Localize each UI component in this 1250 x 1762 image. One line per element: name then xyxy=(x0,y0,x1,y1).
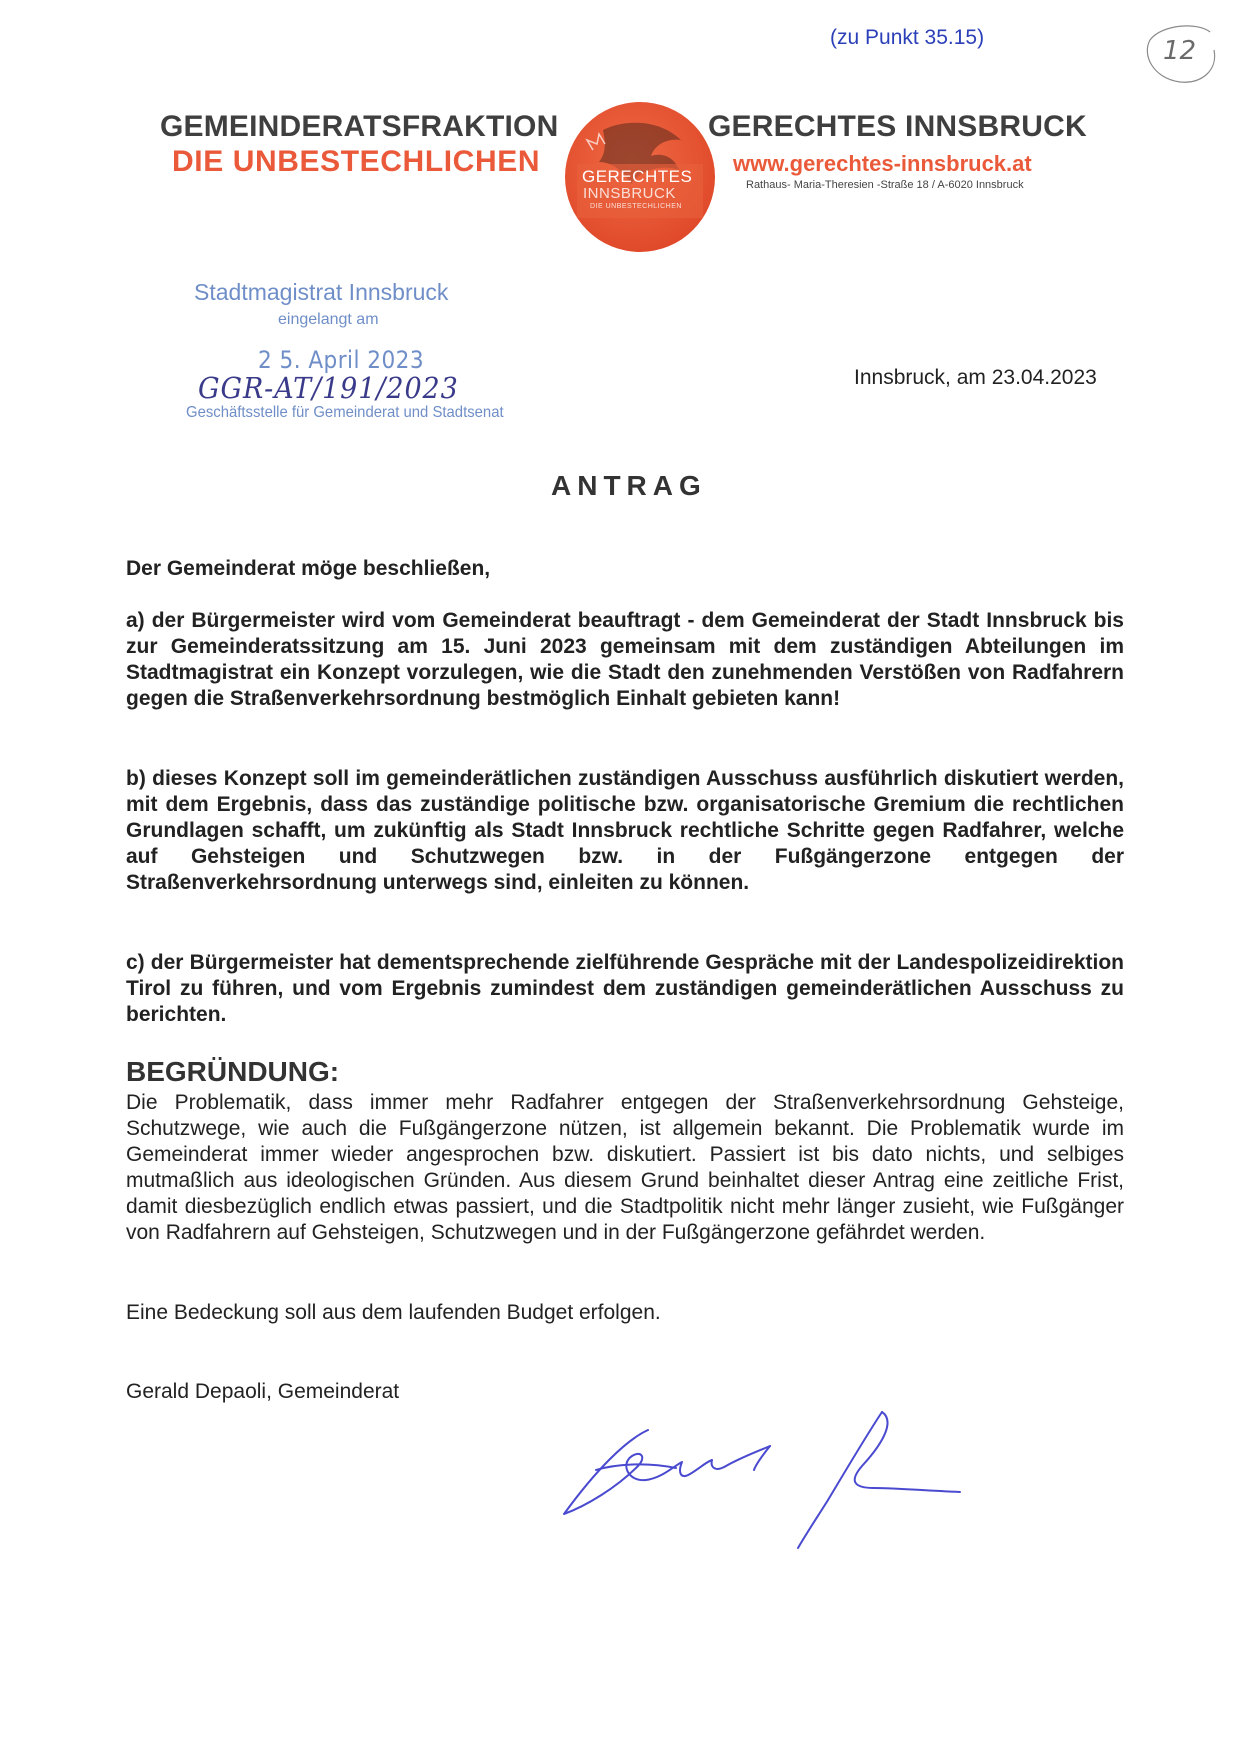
document-title: ANTRAG xyxy=(551,470,707,501)
budget-coverage-note: Eine Bedeckung soll aus dem laufenden Budget erfolgen. xyxy=(126,1301,661,1324)
stamp-date: 2 5. April 2023 xyxy=(258,346,425,374)
justification-heading: BEGRÜNDUNG: xyxy=(126,1056,340,1087)
motion-point-a: a) der Bürgermeister wird vom Gemeinderat beauftragt - dem Gemeinderat der Stadt Innsbruck bis zur Gemeinderatssitzung am 15. Juni 2023 gemeinsam mit dem zuständigen Abteilungen im Stadtmagistrat ein Konzept vorzulegen, wie die Stadt den zunehmenden Verstößen von Radfahrern gegen die Straßenverkehrsordnung bestmöglich Einhalt gebieten kann! xyxy=(126,609,1124,710)
stamp-handwritten-reference: GGR-AT/191/2023 xyxy=(198,371,459,405)
logo-text: DIE UNBESTECHLICHEN xyxy=(590,203,682,210)
fraktion-subtitle: DIE UNBESTECHLICHEN xyxy=(172,145,541,178)
party-name: GERECHTES INNSBRUCK xyxy=(708,110,1087,143)
stamp-department: Geschäftsstelle für Gemeinderat und Stadtsenat xyxy=(186,404,504,421)
party-address: Rathaus- Maria-Theresien -Straße 18 / A-6020 Innsbruck xyxy=(746,179,1024,191)
justification-text: Die Problematik, dass immer mehr Radfahrer entgegen der Straßenverkehrsordnung Gehsteige, Schutzwege, wie auch die Fußgängerzone nützen, ist allgemein bekannt. Die Problematik wurde im Gemeinderat immer wieder angesprochen bzw. diskutiert. Passiert ist bis dato nichts, und selbiges mutmaßlich aus ideologischen Gründen. Aus diesem Grund beinhaltet dieser Antrag eine zeitliche Frist, damit diesbezüglich endlich etwas passiert, und die Stadtpolitik nicht mehr länger zusieht, wie Fußgänger von Radfahrern auf Gehsteigen, Schutzwegen und in der Fußgängerzone gefährdet werden. xyxy=(126,1091,1124,1244)
motion-point-c: c) der Bürgermeister hat dementsprechende zielführende Gespräche mit der Landespolizeidirektion Tirol zu führen, und vom Ergebnis zumindest dem zuständigen gemeinderätlichen Ausschuss zu berichten. xyxy=(126,951,1124,1026)
fraktion-title: GEMEINDERATSFRAKTION xyxy=(160,110,559,143)
motion-point-b: b) dieses Konzept soll im gemeinderätlichen zuständigen Ausschuss ausführlich diskutiert werden, mit dem Ergebnis, dass das zuständige politische bzw. organisatorische Gremium die rechtlichen Grundlagen schafft, um zukünftig als Stadt Innsbruck rechtliche Schritte gegen Radfahrer, welche auf Gehsteigen und Schutzwegen bzw. in der Fußgängerzone entgegen der Straßenverkehrsordnung unterwegs sind, einleiten zu können. xyxy=(126,767,1124,894)
logo-text: GERECHTES xyxy=(582,167,693,186)
page-number: 12 xyxy=(1163,36,1197,66)
signer-name: Gerald Depaoli, Gemeinderat xyxy=(126,1380,400,1403)
party-website-link[interactable]: www.gerechtes-innsbruck.at xyxy=(733,151,1032,176)
motion-intro: Der Gemeinderat möge beschließen, xyxy=(126,557,491,580)
stamp-office: Stadtmagistrat Innsbruck xyxy=(194,279,449,305)
stamp-received-label: eingelangt am xyxy=(278,311,379,328)
handwritten-signature xyxy=(556,1410,976,1550)
reference-note: (zu Punkt 35.15) xyxy=(830,26,985,49)
logo-text: INNSBRUCK xyxy=(583,185,676,202)
letter-date: Innsbruck, am 23.04.2023 xyxy=(854,366,1097,389)
